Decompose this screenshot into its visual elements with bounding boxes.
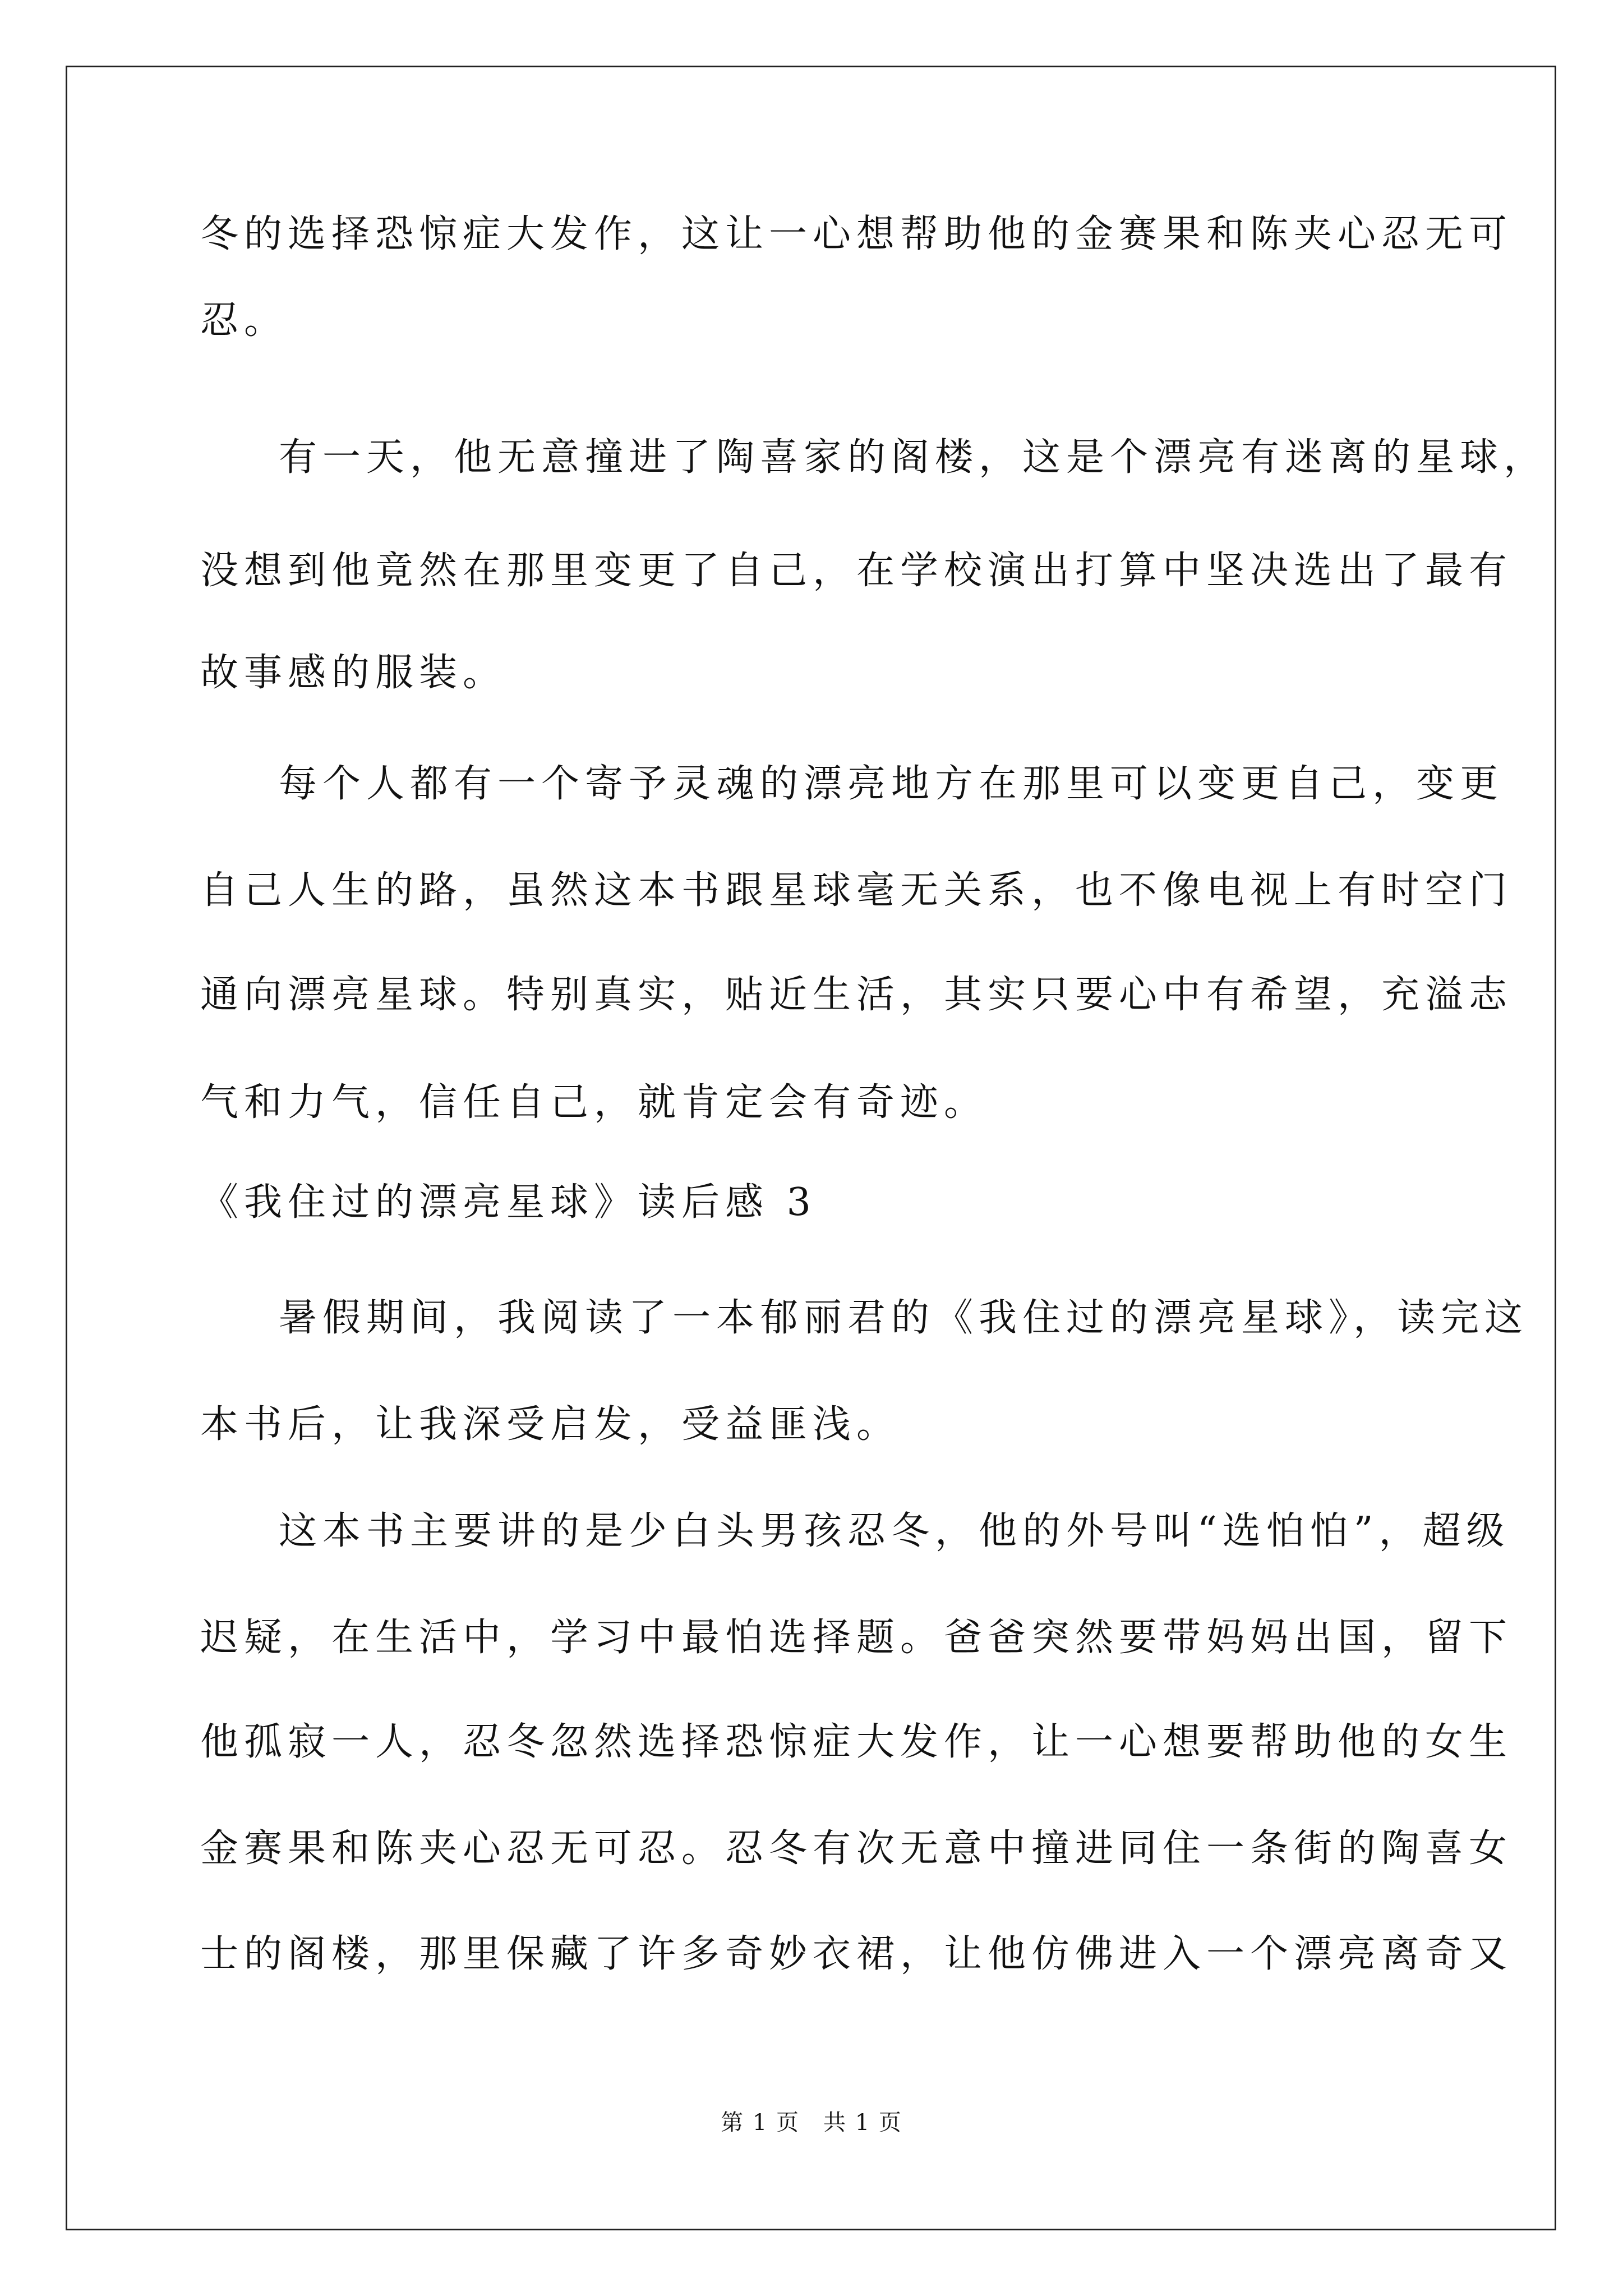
- text-line-1: 冬的选择恐惊症大发作，这让一心想帮助他的金赛果和陈夹心忍无可: [200, 212, 1513, 256]
- text-line-17: 士的阁楼，那里保藏了许多奇妙衣裙，让他仿佛进入一个漂亮离奇又: [200, 1932, 1513, 1976]
- text-line-8: 通向漂亮星球。特别真实，贴近生活，其实只要心中有希望，充溢志: [200, 973, 1513, 1017]
- text-line-5: 故事感的服装。: [200, 651, 507, 695]
- text-line-14: 迟疑，在生活中，学习中最怕选择题。爸爸突然要带妈妈出国，留下: [200, 1616, 1513, 1660]
- text-line-4: 没想到他竟然在那里变更了自己，在学校演出打算中坚决选出了最有: [200, 549, 1513, 593]
- page-border: [66, 66, 1556, 2230]
- text-line-2: 忍。: [200, 298, 288, 343]
- text-line-3: 有一天，他无意撞进了陶喜家的阁楼，这是个漂亮有迷离的星球，: [279, 435, 1548, 480]
- text-line-9: 气和力气，信任自己，就肯定会有奇迹。: [200, 1080, 988, 1125]
- section-heading: 《我住过的漂亮星球》读后感 3: [200, 1180, 817, 1225]
- text-line-15: 他孤寂一人，忍冬忽然选择恐惊症大发作，让一心想要帮助他的女生: [200, 1720, 1513, 1764]
- text-line-6: 每个人都有一个寄予灵魂的漂亮地方在那里可以变更自己，变更: [279, 762, 1504, 806]
- text-line-12: 本书后，让我深受启发，受益匪浅。: [200, 1402, 901, 1447]
- text-line-16: 金赛果和陈夹心忍无可忍。忍冬有次无意中撞进同住一条街的陶喜女: [200, 1826, 1513, 1871]
- text-line-7: 自己人生的路，虽然这本书跟星球毫无关系，也不像电视上有时空门: [200, 868, 1513, 913]
- page-footer: 第 1 页 共 1 页: [721, 2110, 902, 2136]
- text-line-11: 暑假期间，我阅读了一本郁丽君的《我住过的漂亮星球》，读完这: [279, 1296, 1529, 1340]
- text-line-13: 这本书主要讲的是少白头男孩忍冬，他的外号叫“选怕怕”，超级: [279, 1509, 1510, 1553]
